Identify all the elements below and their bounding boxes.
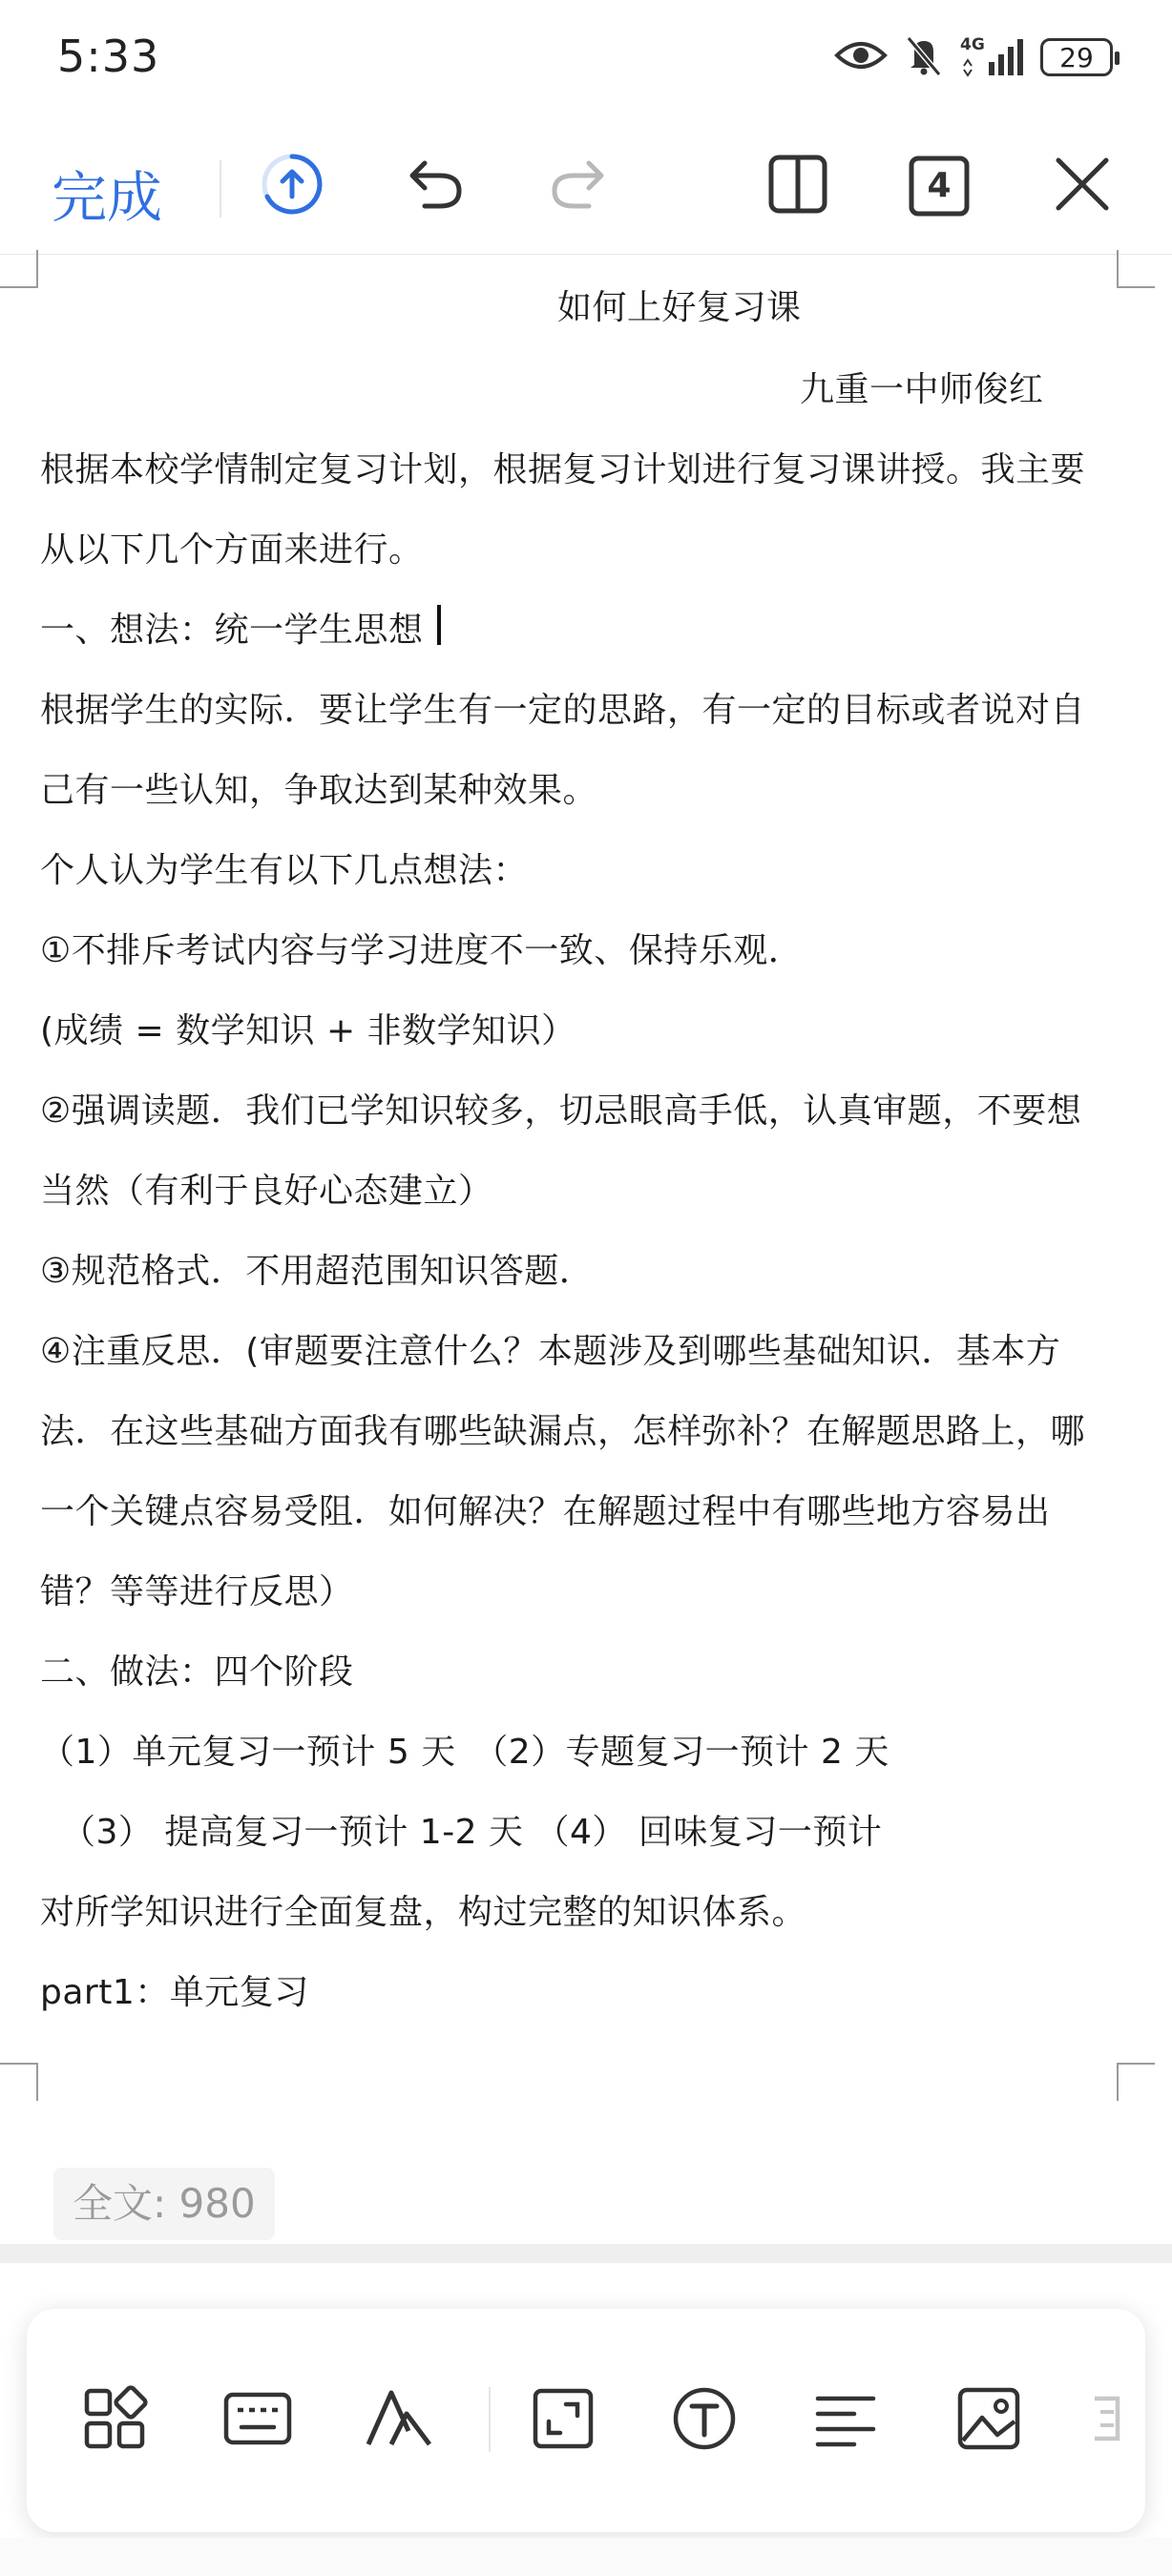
paragraph-line[interactable]: ③规范格式．不用超范围知识答题． bbox=[40, 1252, 595, 1291]
text-style-icon bbox=[363, 2385, 435, 2456]
keyboard-icon bbox=[222, 2385, 293, 2456]
toolbar-separator bbox=[0, 254, 1172, 255]
document-title[interactable]: 如何上好复习课 bbox=[557, 288, 802, 327]
paragraph-line[interactable]: 根据学生的实际．要让学生有一定的思路，有一定的目标或者说对自 bbox=[40, 691, 1086, 730]
page-count-icon bbox=[908, 155, 971, 218]
status-icons bbox=[834, 34, 1113, 80]
section-heading[interactable]: 一、想法：统一学生思想 bbox=[40, 611, 424, 650]
redo-button[interactable] bbox=[540, 148, 617, 224]
signal-icon bbox=[960, 37, 1023, 77]
paragraph-line[interactable]: ②强调读题．我们已学知识较多，切忌眼高手低，认真审题，不要想 bbox=[40, 1091, 1082, 1131]
paragraph-line[interactable]: 己有一些认知，争取达到某种效果。 bbox=[40, 771, 598, 810]
paragraph-line[interactable]: （3） 提高复习一预计 1-2 天 （4） 回味复习一预计 bbox=[61, 1813, 883, 1852]
system-nav-bar bbox=[0, 2538, 1172, 2576]
document-author[interactable]: 九重一中师俊红 bbox=[800, 370, 1044, 409]
bell-muted-icon bbox=[905, 34, 943, 80]
page-corner-mark bbox=[0, 250, 38, 288]
tools-divider bbox=[489, 2387, 491, 2452]
page-count: 4 bbox=[927, 166, 952, 205]
paragraph-line[interactable]: (成绩 = 数学知识 + 非数学知识） bbox=[40, 1011, 576, 1050]
paragraph-line[interactable]: 一个关键点容易受阻．如何解决？在解题过程中有哪些地方容易出 bbox=[40, 1492, 1051, 1531]
paragraph-line[interactable]: 个人认为学生有以下几点想法： bbox=[40, 851, 529, 890]
paragraph-line[interactable]: 对所学知识进行全面复盘，构过完整的知识体系。 bbox=[40, 1893, 807, 1932]
undo-button[interactable] bbox=[397, 148, 473, 224]
image-icon bbox=[955, 2385, 1022, 2456]
paragraph-line[interactable]: 错？等等进行反思） bbox=[40, 1572, 354, 1611]
split-view-button[interactable] bbox=[760, 148, 836, 224]
more-icon bbox=[1083, 2385, 1121, 2456]
split-view-icon bbox=[764, 151, 831, 221]
fullscreen-button[interactable] bbox=[525, 2382, 601, 2459]
undo-icon bbox=[402, 151, 469, 221]
paragraph-line[interactable]: （1）单元复习一预计 5 天 （2）专题复习一预计 2 天 bbox=[40, 1733, 889, 1772]
paragraph-line[interactable]: 法．在这些基础方面我有哪些缺漏点，怎样弥补？在解题思路上，哪 bbox=[40, 1412, 1086, 1451]
status-bar bbox=[0, 0, 1172, 124]
text-cursor bbox=[437, 605, 441, 645]
upload-button[interactable] bbox=[254, 148, 330, 224]
more-tools-button[interactable] bbox=[1078, 2382, 1126, 2459]
paragraph-line[interactable]: 当然（有利于良好心态建立） bbox=[40, 1172, 493, 1211]
image-button[interactable] bbox=[951, 2382, 1027, 2459]
upload-icon bbox=[259, 151, 325, 221]
text-style-button[interactable] bbox=[361, 2382, 437, 2459]
align-icon bbox=[812, 2385, 879, 2456]
page-corner-mark bbox=[1117, 2063, 1155, 2101]
paragraph-line[interactable]: 从以下几个方面来进行。 bbox=[40, 530, 424, 570]
status-time: 5:33 bbox=[57, 31, 160, 82]
text-insert-icon bbox=[671, 2385, 738, 2456]
keyboard-button[interactable] bbox=[220, 2382, 296, 2459]
paragraph-line[interactable]: ①不排斥考试内容与学习进度不一致、保持乐观． bbox=[40, 931, 804, 970]
apps-button[interactable] bbox=[76, 2382, 153, 2459]
done-button[interactable]: 完成 bbox=[52, 153, 162, 233]
paragraph-line[interactable]: part1：单元复习 bbox=[40, 1973, 309, 2012]
fullscreen-icon bbox=[530, 2385, 596, 2456]
toolbar-divider bbox=[220, 160, 221, 218]
battery-icon bbox=[1040, 38, 1113, 76]
redo-icon bbox=[545, 151, 612, 221]
word-count-badge: 全文: 980 bbox=[53, 2168, 275, 2240]
eye-icon bbox=[834, 36, 888, 78]
apps-icon bbox=[81, 2385, 148, 2456]
section-heading[interactable]: 二、做法：四个阶段 bbox=[40, 1652, 354, 1692]
text-insert-button[interactable] bbox=[666, 2382, 743, 2459]
paragraph-line[interactable]: ④注重反思．(审题要注意什么？本题涉及到哪些基础知识．基本方 bbox=[40, 1332, 1061, 1371]
align-button[interactable] bbox=[807, 2382, 884, 2459]
close-icon bbox=[1049, 151, 1116, 221]
page-separator bbox=[0, 2244, 1172, 2263]
network-type: 4G bbox=[960, 35, 985, 54]
page-corner-mark bbox=[0, 2063, 38, 2101]
battery-level: 29 bbox=[1059, 41, 1094, 73]
paragraph-line[interactable]: 根据本校学情制定复习计划，根据复习计划进行复习课讲授。我主要 bbox=[40, 450, 1086, 489]
page-count-button[interactable] bbox=[901, 148, 977, 224]
page-corner-mark bbox=[1117, 250, 1155, 288]
close-button[interactable] bbox=[1044, 148, 1120, 224]
